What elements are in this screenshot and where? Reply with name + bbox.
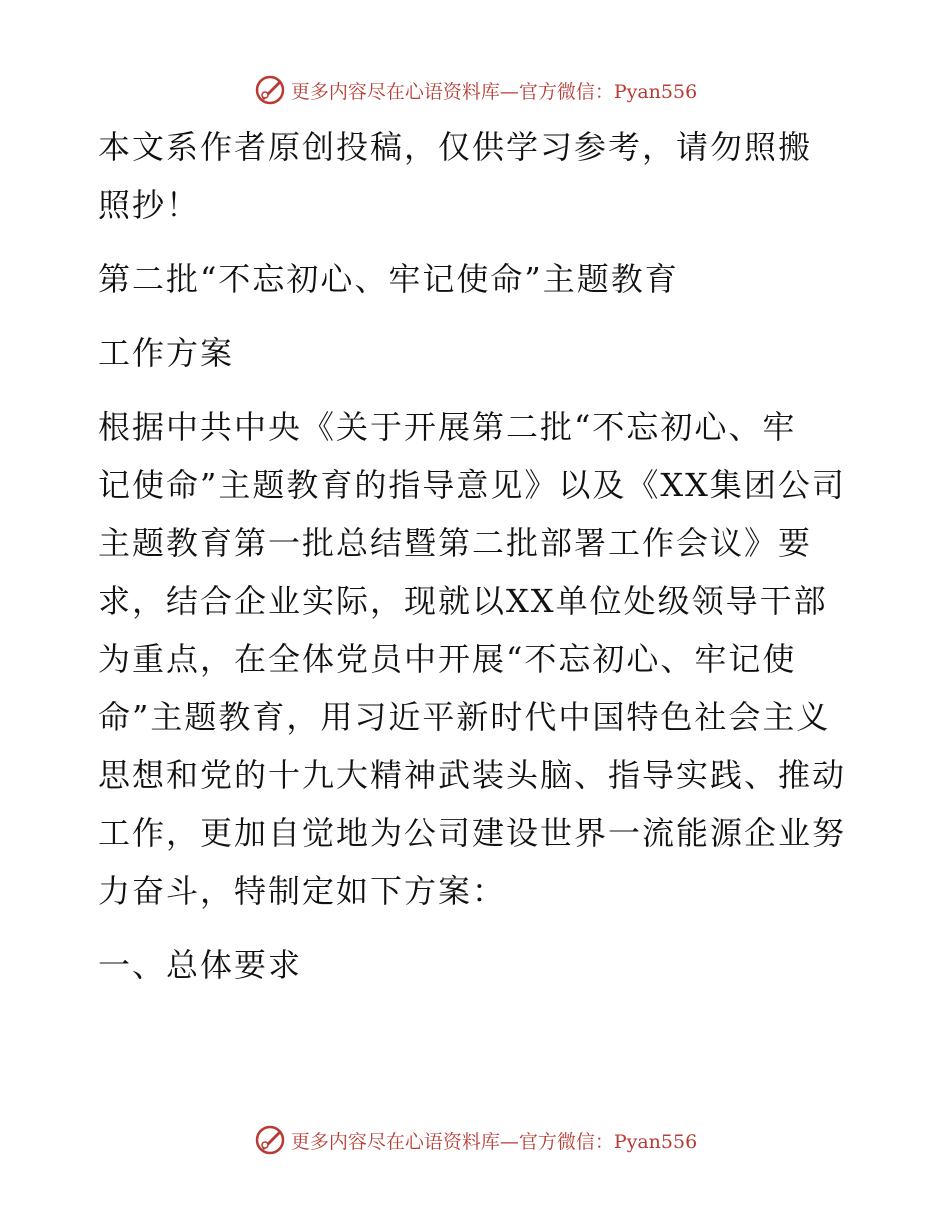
intro-line: 求，结合企业实际，现就以XX单位处级领导干部 bbox=[98, 582, 828, 620]
header-banner bbox=[0, 70, 950, 110]
intro-line: 记使命”主题教育的指导意见》以及《XX集团公司 bbox=[98, 466, 846, 504]
intro-line: 主题教育第一批总结暨第二批部署工作会议》要 bbox=[98, 524, 813, 562]
quill-circle-logo-icon bbox=[253, 73, 287, 107]
section-heading: 一、总体要求 bbox=[98, 946, 303, 984]
document-body bbox=[98, 118, 858, 994]
intro-line: 工作，更加自觉地为公司建设世界一流能源企业努 bbox=[98, 814, 847, 852]
document-subtitle: 工作方案 bbox=[98, 334, 235, 372]
intro-line: 根据中共中央《关于开展第二批“不忘初心、牢 bbox=[98, 408, 797, 446]
notice-line: 照抄！ bbox=[98, 186, 201, 224]
quill-circle-logo-icon bbox=[253, 1123, 287, 1157]
footer-banner bbox=[0, 1120, 950, 1160]
document-title: 第二批“不忘初心、牢记使命”主题教育 bbox=[98, 260, 679, 298]
intro-line: 为重点，在全体党员中开展“不忘初心、牢记使 bbox=[98, 640, 797, 678]
intro-line: 力奋斗，特制定如下方案： bbox=[98, 872, 507, 910]
header-banner-text: 更多内容尽在心语资料库—官方微信：Pyan556 bbox=[290, 80, 698, 103]
intro-paragraph bbox=[98, 398, 858, 920]
footer-banner-text: 更多内容尽在心语资料库—官方微信：Pyan556 bbox=[290, 1130, 698, 1153]
intro-line: 命”主题教育，用习近平新时代中国特色社会主义 bbox=[98, 698, 831, 736]
notice-paragraph bbox=[98, 118, 858, 234]
notice-line: 本文系作者原创投稿，仅供学习参考，请勿照搬 bbox=[98, 128, 813, 166]
intro-line: 思想和党的十九大精神武装头脑、指导实践、推动 bbox=[98, 756, 847, 794]
